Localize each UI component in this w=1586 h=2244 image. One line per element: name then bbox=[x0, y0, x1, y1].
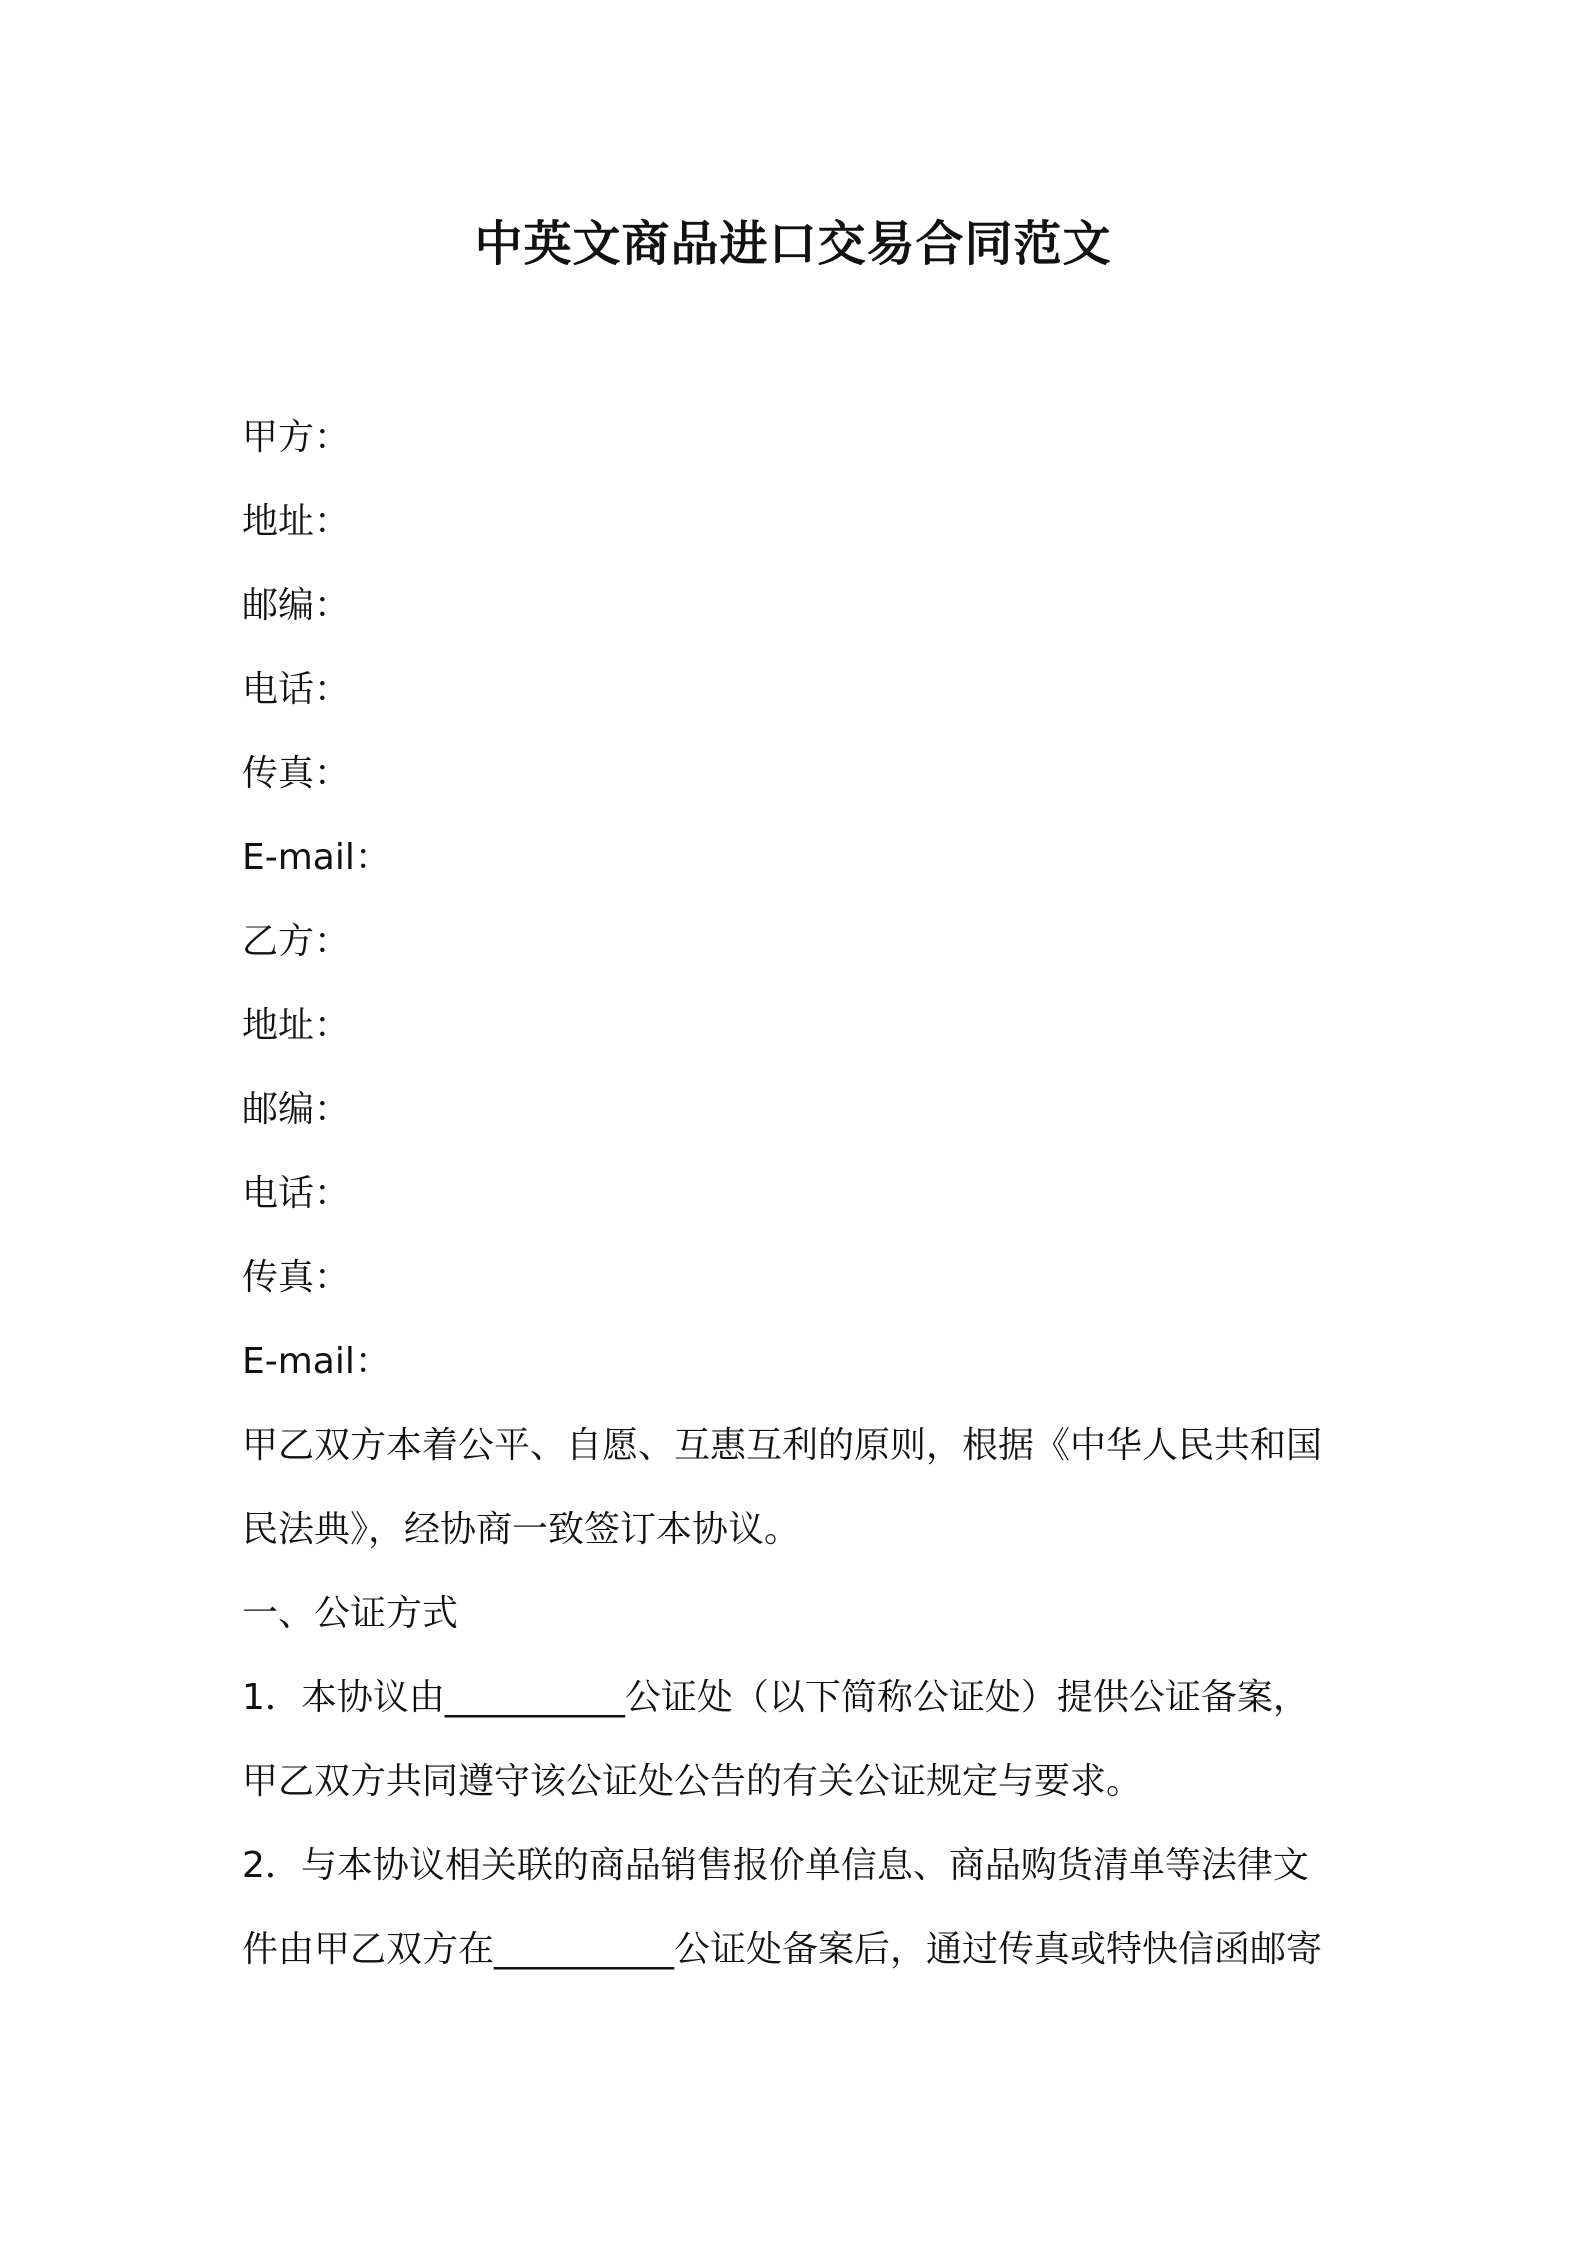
clause-2-line: 2．与本协议相关联的商品销售报价单信息、商品购货清单等法律文 bbox=[242, 1845, 1309, 1886]
party-b-phone-label: 电话： bbox=[242, 1173, 351, 1214]
party-b-email-label: E-mail： bbox=[242, 1341, 391, 1382]
document-title: 中英文商品进口交易合同范文 bbox=[474, 216, 1112, 272]
section-heading: 一、公证方式 bbox=[242, 1593, 459, 1634]
party-b-postcode-label: 邮编： bbox=[242, 1089, 351, 1130]
clause-2-line: 件由甲乙双方在__________公证处备案后，通过传真或特快信函邮寄 bbox=[242, 1929, 1323, 1970]
party-b-label: 乙方： bbox=[242, 921, 351, 962]
preamble-line: 甲乙双方本着公平、自愿、互惠互利的原则，根据《中华人民共和国 bbox=[242, 1425, 1323, 1466]
clause-1-line: 甲乙双方共同遵守该公证处公告的有关公证规定与要求。 bbox=[242, 1761, 1143, 1802]
party-a-phone-label: 电话： bbox=[242, 669, 351, 710]
party-a-postcode-label: 邮编： bbox=[242, 585, 351, 626]
document-body bbox=[242, 396, 1362, 1992]
party-a-address-label: 地址： bbox=[242, 501, 351, 542]
party-a-label: 甲方： bbox=[242, 417, 351, 458]
preamble-line: 民法典》，经协商一致签订本协议。 bbox=[242, 1509, 801, 1550]
party-a-fax-label: 传真： bbox=[242, 753, 351, 794]
party-b-address-label: 地址： bbox=[242, 1005, 351, 1046]
party-a-email-label: E-mail： bbox=[242, 837, 391, 878]
clause-1-line: 1．本协议由__________公证处（以下简称公证处）提供公证备案， bbox=[242, 1677, 1309, 1718]
party-b-fax-label: 传真： bbox=[242, 1257, 351, 1298]
